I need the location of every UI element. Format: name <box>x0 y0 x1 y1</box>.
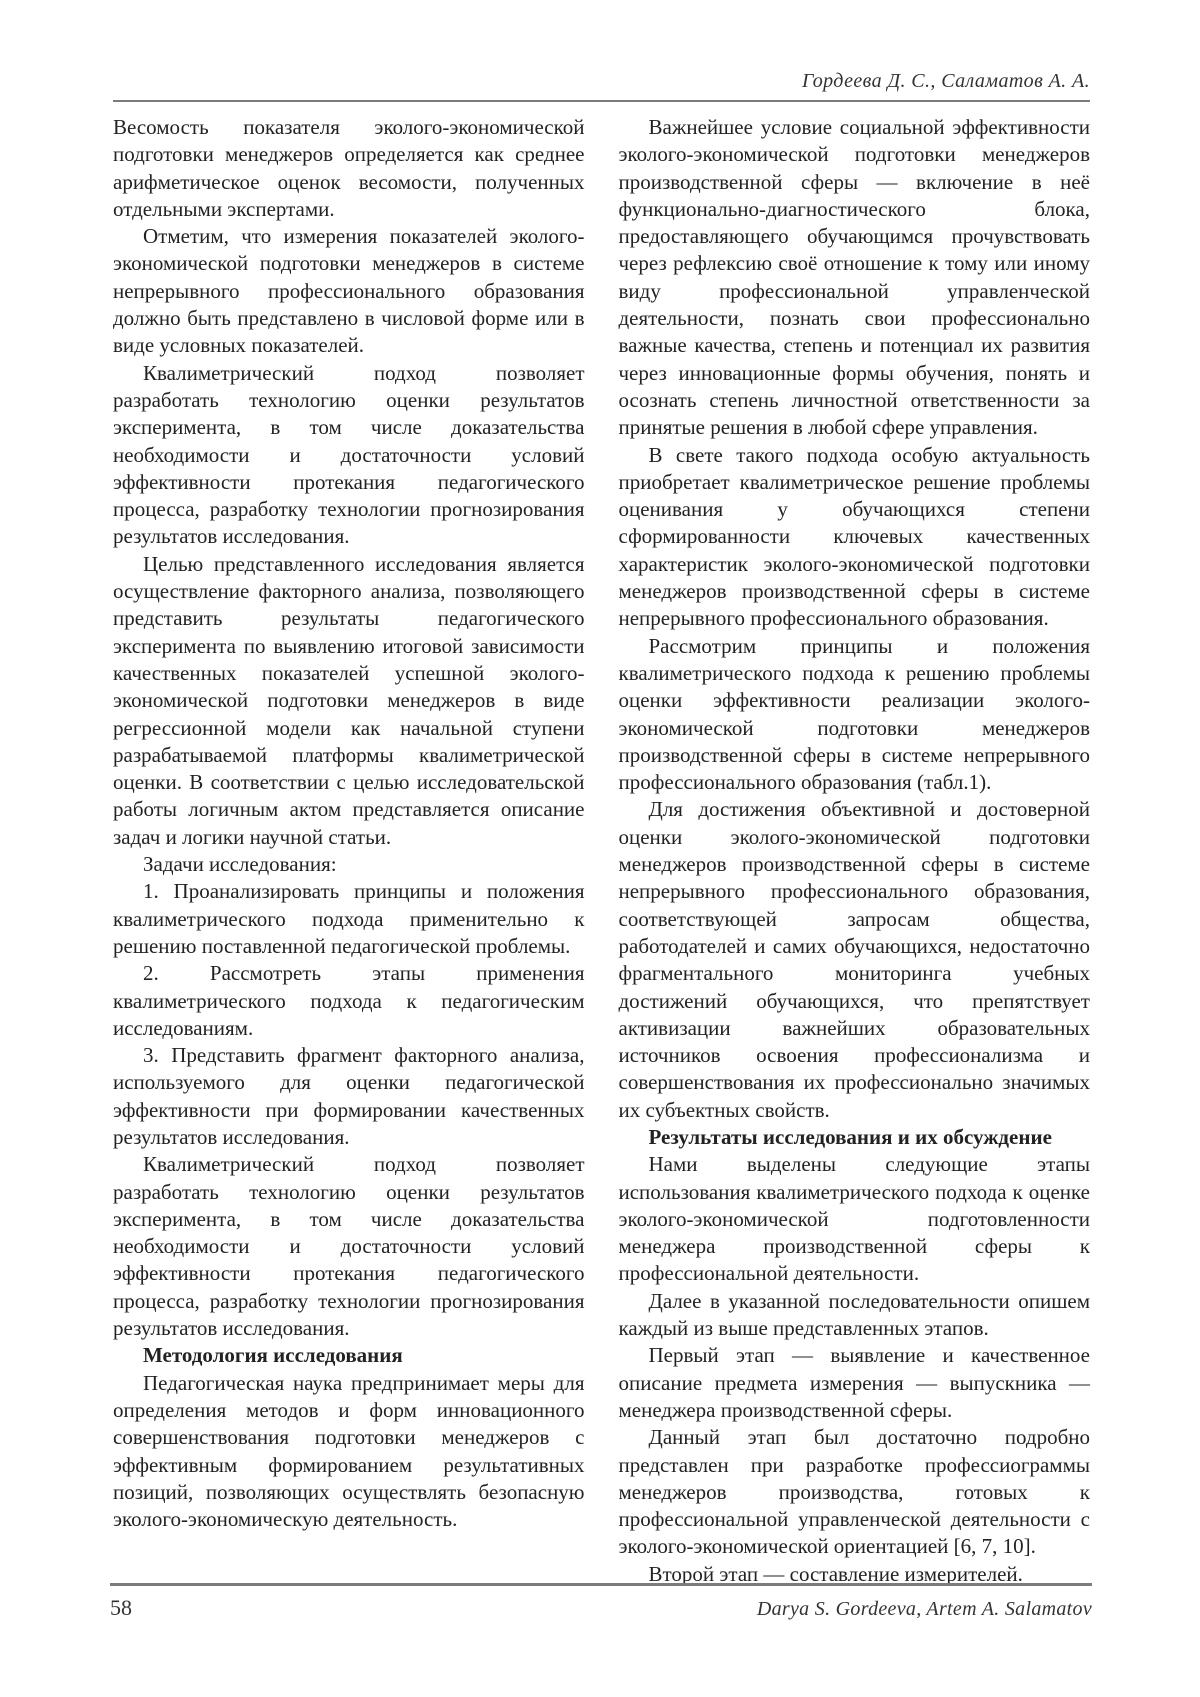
paragraph: Важнейшее условие социальной эффективности эколого-экономической подготовки менеджеров производственной сферы — включение в неё функционально-диагностического блока, предоставляющего обучающимся прочувствовать через рефлексию своё отношение к тому или иному виду профессиональной управленческой деятельности, познать свои профессионально важные качества, степень и потенциал их развития через инновационные формы обучения, понять и осознать степень личностной ответственности за принятые решения в любой сфере управления. <box>618 115 1090 440</box>
page-footer <box>110 1583 1092 1621</box>
footer-authors: Darya S. Gordeeva, Artem A. Salamatov <box>756 1598 1092 1620</box>
paragraph: Второй этап — составление измерителей. <box>648 1561 1023 1586</box>
paragraph: Далее в указанной последовательности опишем каждый из выше представленных этапов. <box>618 1288 1090 1341</box>
paragraph: Для достижения объективной и достоверной оценки эколого-экономической подготовки менеджеров производственной сферы в системе непрерывного профессионального образования, соответствующей запросам общества, работодателей и самих обучающихся, недостаточно фрагментального мониторинга учебных достижений обучающихся, что препятствует активизации важнейших образовательных источников освоения профессионализма и совершенствования их профессионально значимых их субъектных свойств. <box>618 797 1090 1122</box>
paragraph: Первый этап — выявление и качественное описание предмета измерения — выпускника — менеджера производственной сферы. <box>618 1343 1090 1422</box>
running-head: Гордеева Д. С., Саламатов А. А. <box>113 70 1090 102</box>
article-body <box>113 114 1090 1588</box>
right-column <box>619 114 1091 1588</box>
list-item-3: 3. Представить фрагмент факторного анализа, используемого для оценки педагогической эффективности при формировании качественных результатов исследования. <box>113 1043 585 1149</box>
paragraph: Квалиметрический подход позволяет разработать технологию оценки результатов эксперимента, в том числе доказательства необходимости и достаточности условий эффективности протекания педагогического процесса, разработку технологии прогнозирования результатов исследования. <box>113 1152 585 1341</box>
page-number: 58 <box>110 1595 132 1620</box>
paragraph: Весомость показателя эколого-экономической подготовки менеджеров определяется как среднее арифметическое оценок весомости, полученных отдельными экспертами. <box>113 115 585 221</box>
results-heading: Результаты исследования и их обсуждение <box>648 1124 1052 1149</box>
paragraph: Отметим, что измерения показателей эколого-экономической подготовки менеджеров в системе непрерывного профессионального образования должно быть представлено в числовой форме или в виде условных показателей. <box>113 224 585 358</box>
list-item-1: 1. Проанализировать принципы и положения квалиметрического подхода применительно к решению поставленной педагогической проблемы. <box>113 879 585 958</box>
paragraph: В свете такого подхода особую актуальность приобретает квалиметрическое решение проблемы оценивания у обучающихся степени сформированности ключевых качественных характеристик эколого-экономической подготовки менеджеров производственной сферы в системе непрерывного профессионального образования. <box>618 442 1090 631</box>
paragraph: Педагогическая наука предпринимает меры для определения методов и форм инновационного совершенствования подготовки менеджеров с эффективным формированием результативных позиций, позволяющих осуществлять безопасную эколого-экономическую деятельность. <box>113 1370 585 1532</box>
methodology-heading: Методология исследования <box>143 1343 403 1368</box>
paragraph: Целью представленного исследования является осуществление факторного анализа, позволяющего представить результаты педагогического эксперимента по выявлению итоговой зависимости качественных показателей успешной эколого-экономической подготовки менеджеров в виде регрессионной модели как начальной ступени разрабатываемой платформы квалиметрической оценки. В соответствии с целью исследовательской работы логичным актом представляется описание задач и логики научной статьи. <box>113 551 585 849</box>
paragraph: Данный этап был достаточно подробно представлен при разработке профессиограммы менеджеров производства, готовых к профессиональной управленческой деятельности с эколого-экономической ориентацией [6, 7, 10]. <box>618 1425 1090 1559</box>
paragraph: Рассмотрим принципы и положения квалиметрического подхода к решению проблемы оценки эффективности реализации эколого-экономической подготовки менеджеров производственной сферы в системе непрерывного профессионального образования (табл.1). <box>618 633 1090 795</box>
left-column <box>113 114 585 1588</box>
paragraph: Задачи исследования: <box>143 852 337 877</box>
list-item-2: 2. Рассмотреть этапы применения квалиметрического подхода к педагогическим исследованиям. <box>113 961 585 1040</box>
paragraph: Квалиметрический подход позволяет разработать технологию оценки результатов эксперимента, в том числе доказательства необходимости и достаточности условий эффективности протекания педагогического процесса, разработку технологии прогнозирования результатов исследования. <box>113 360 585 549</box>
paragraph: Нами выделены следующие этапы использования квалиметрического подхода к оценке эколого-экономической подготовленности менеджера производственной сферы к профессиональной деятельности. <box>618 1152 1090 1286</box>
